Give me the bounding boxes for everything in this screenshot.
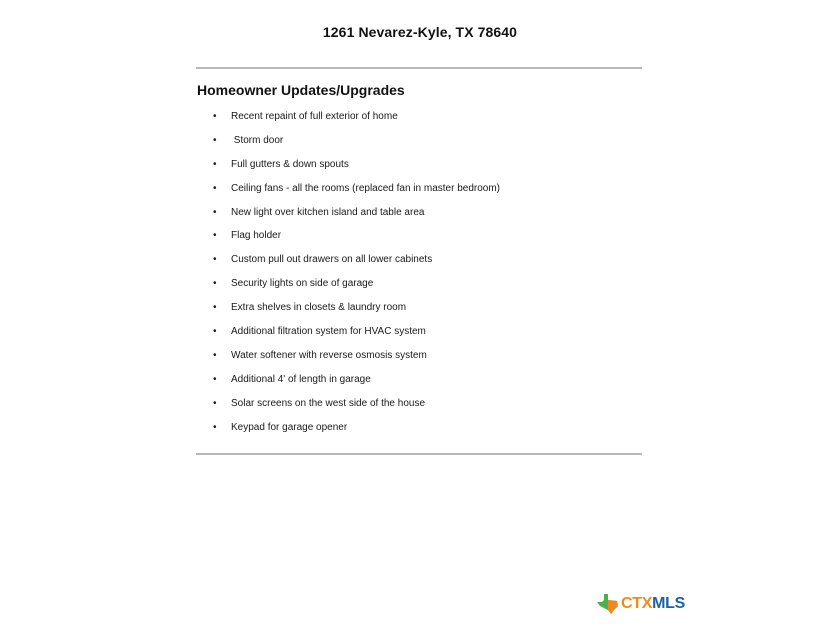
bullet-icon: • [213, 326, 217, 338]
list-item [213, 395, 500, 419]
bullet-icon: • [213, 134, 217, 146]
texas-map-icon [596, 593, 620, 615]
list-item-text: Additional 4' of length in garage [231, 373, 371, 385]
bullet-icon: • [213, 349, 217, 361]
list-item-text: Extra shelves in closets & laundry room [231, 302, 407, 314]
list-item [213, 108, 500, 132]
list-item [213, 180, 500, 204]
list-item [213, 132, 500, 156]
logo-text-ctx: CTX [621, 595, 653, 612]
list-item [213, 227, 500, 251]
list-item-text: Security lights on side of garage [231, 278, 374, 290]
page-title: 1261 Nevarez-Kyle, TX 78640 [322, 24, 518, 40]
list-item [213, 299, 500, 323]
bullet-icon: • [213, 373, 217, 385]
bullet-icon: • [213, 254, 217, 266]
logo-text-mls: MLS [652, 595, 685, 612]
list-item [213, 371, 500, 395]
bullet-icon: • [213, 278, 217, 290]
bottom-divider [196, 453, 642, 455]
list-item [213, 156, 500, 180]
list-item [213, 251, 500, 275]
list-item-text: Flag holder [231, 230, 282, 242]
list-item-text: Ceiling fans - all the rooms (replaced fan in master bedroom) [231, 182, 501, 194]
bullet-icon: • [213, 206, 217, 218]
top-divider [196, 67, 642, 69]
list-item-text: Custom pull out drawers on all lower cabinets [231, 254, 433, 266]
list-item-text: Additional filtration system for HVAC system [231, 326, 426, 338]
list-item [213, 419, 500, 443]
list-item [213, 347, 500, 371]
list-item [213, 323, 500, 347]
bullet-icon: • [213, 302, 217, 314]
list-item-text: Full gutters & down spouts [231, 158, 349, 170]
list-item-text: Water softener with reverse osmosis system [231, 349, 427, 361]
ctxmls-logo [596, 592, 685, 616]
bullet-icon: • [213, 182, 217, 194]
list-item-text: Recent repaint of full exterior of home [231, 111, 398, 122]
list-item-text: Solar screens on the west side of the house [231, 397, 426, 409]
list-item-text: Keypad for garage opener [231, 421, 348, 433]
logo-wordmark [621, 595, 685, 613]
bullet-icon: • [213, 111, 217, 122]
bullet-icon: • [213, 230, 217, 242]
list-item-text: New light over kitchen island and table area [231, 206, 425, 218]
list-item [213, 204, 500, 228]
bullet-icon: • [213, 421, 217, 433]
bullet-icon: • [213, 397, 217, 409]
bullet-icon: • [213, 158, 217, 170]
upgrades-list [213, 108, 500, 442]
list-item [213, 275, 500, 299]
list-item-text: Storm door [231, 134, 284, 146]
section-heading: Homeowner Updates/Upgrades [197, 82, 405, 98]
